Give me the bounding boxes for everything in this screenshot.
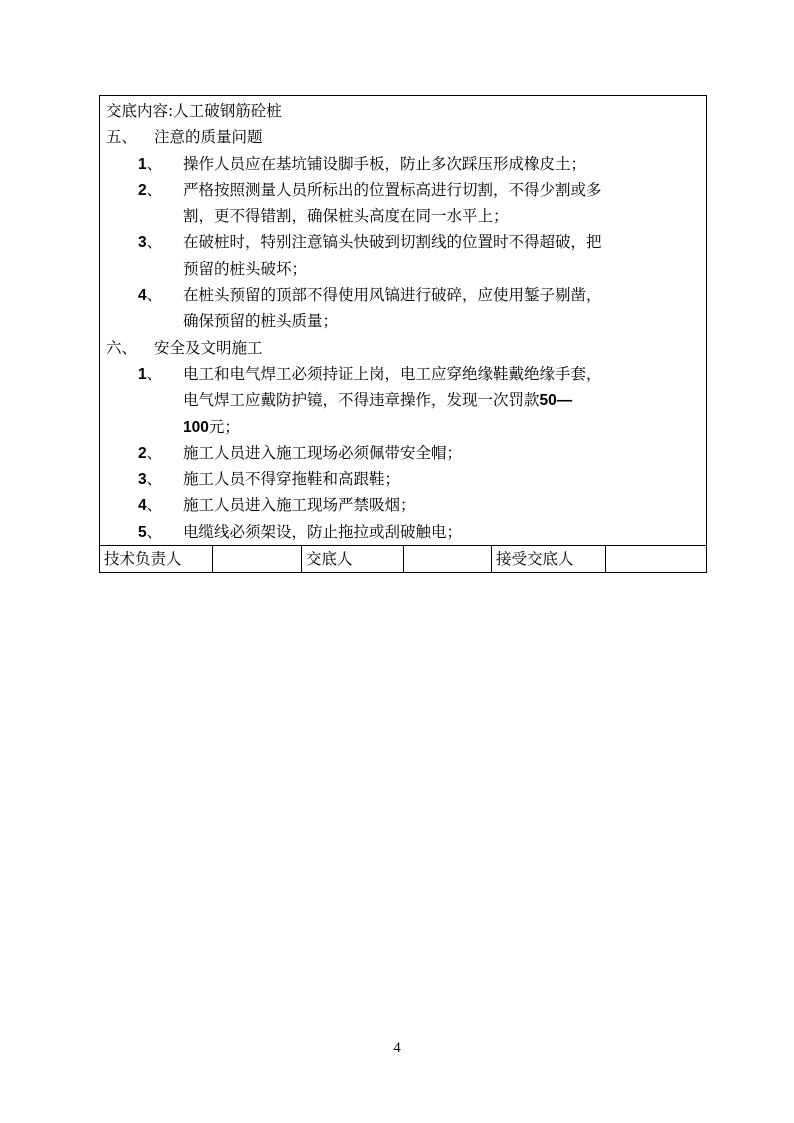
item-number: 2、 xyxy=(138,443,163,462)
item-text: 预留的桩头破坏； xyxy=(183,259,308,278)
item-text: 电工和电气焊工必须持证上岗，电工应穿绝缘鞋戴绝缘手套， xyxy=(183,364,602,383)
list-item xyxy=(106,466,706,492)
item-text: 100元； xyxy=(183,417,240,436)
section-title: 安全及文明施工 xyxy=(154,338,263,357)
content-cell xyxy=(100,96,706,546)
list-item-continuation xyxy=(106,203,706,229)
list-item-continuation xyxy=(106,387,706,413)
item-text: 割，更不得错割，确保桩头高度在同一水平上； xyxy=(183,207,509,226)
item-number: 3、 xyxy=(138,470,163,489)
tech-lead-signature-field[interactable] xyxy=(213,546,302,572)
receiver-label: 接受交底人 xyxy=(492,546,606,572)
list-item xyxy=(106,282,706,308)
item-number: 5、 xyxy=(138,522,163,541)
item-number: 4、 xyxy=(138,286,163,305)
item-number: 1、 xyxy=(138,364,163,383)
item-number: 4、 xyxy=(138,496,163,515)
briefer-label: 交底人 xyxy=(302,546,404,572)
item-text: 在破桩时，特别注意镐头快破到切割线的位置时不得超破，把 xyxy=(183,233,602,252)
section-number: 六、 xyxy=(106,338,138,357)
briefing-table xyxy=(99,95,707,573)
section-title: 注意的质量问题 xyxy=(154,128,263,147)
section-number: 五、 xyxy=(106,128,138,147)
item-text: 电缆线必须架设，防止拖拉或刮破触电； xyxy=(183,522,463,541)
item-text: 施工人员进入施工现场必须佩带安全帽； xyxy=(183,443,463,462)
receiver-signature-field[interactable] xyxy=(606,546,706,572)
item-text: 电气焊工应戴防护镜，不得违章操作，发现一次罚款50— xyxy=(183,391,573,410)
list-item xyxy=(106,229,706,255)
list-item xyxy=(106,177,706,203)
briefer-signature-field[interactable] xyxy=(404,546,492,572)
fine-amount-start: 50— xyxy=(539,392,573,410)
item-text: 确保预留的桩头质量； xyxy=(183,312,339,331)
list-item xyxy=(106,492,706,518)
list-item xyxy=(106,519,706,545)
list-item xyxy=(106,151,706,177)
list-item-continuation xyxy=(106,308,706,334)
item-text: 在桩头预留的顶部不得使用风镐进行破碎，应使用錾子剔凿， xyxy=(183,286,602,305)
item-number: 3、 xyxy=(138,233,163,252)
signature-row xyxy=(100,546,706,572)
tech-lead-label: 技术负责人 xyxy=(100,546,213,572)
list-item xyxy=(106,440,706,466)
briefing-header: 交底内容:人工破钢筋砼桩 xyxy=(106,102,282,120)
item-text: 施工人员不得穿拖鞋和高跟鞋； xyxy=(183,470,401,489)
item-number: 2、 xyxy=(138,180,163,199)
list-item-continuation xyxy=(106,256,706,282)
list-item xyxy=(106,361,706,387)
fine-amount-end: 100 xyxy=(183,418,209,436)
section-heading xyxy=(106,335,706,361)
item-number: 1、 xyxy=(138,154,163,173)
item-text: 严格按照测量人员所标出的位置标高进行切割，不得少割或多 xyxy=(183,180,602,199)
section-heading xyxy=(106,124,706,150)
page-number: 4 xyxy=(393,1040,401,1056)
item-text: 操作人员应在基坑铺设脚手板，防止多次踩压形成橡皮土； xyxy=(183,154,587,173)
item-text: 施工人员进入施工现场严禁吸烟； xyxy=(183,496,416,515)
list-item-continuation xyxy=(106,414,706,440)
